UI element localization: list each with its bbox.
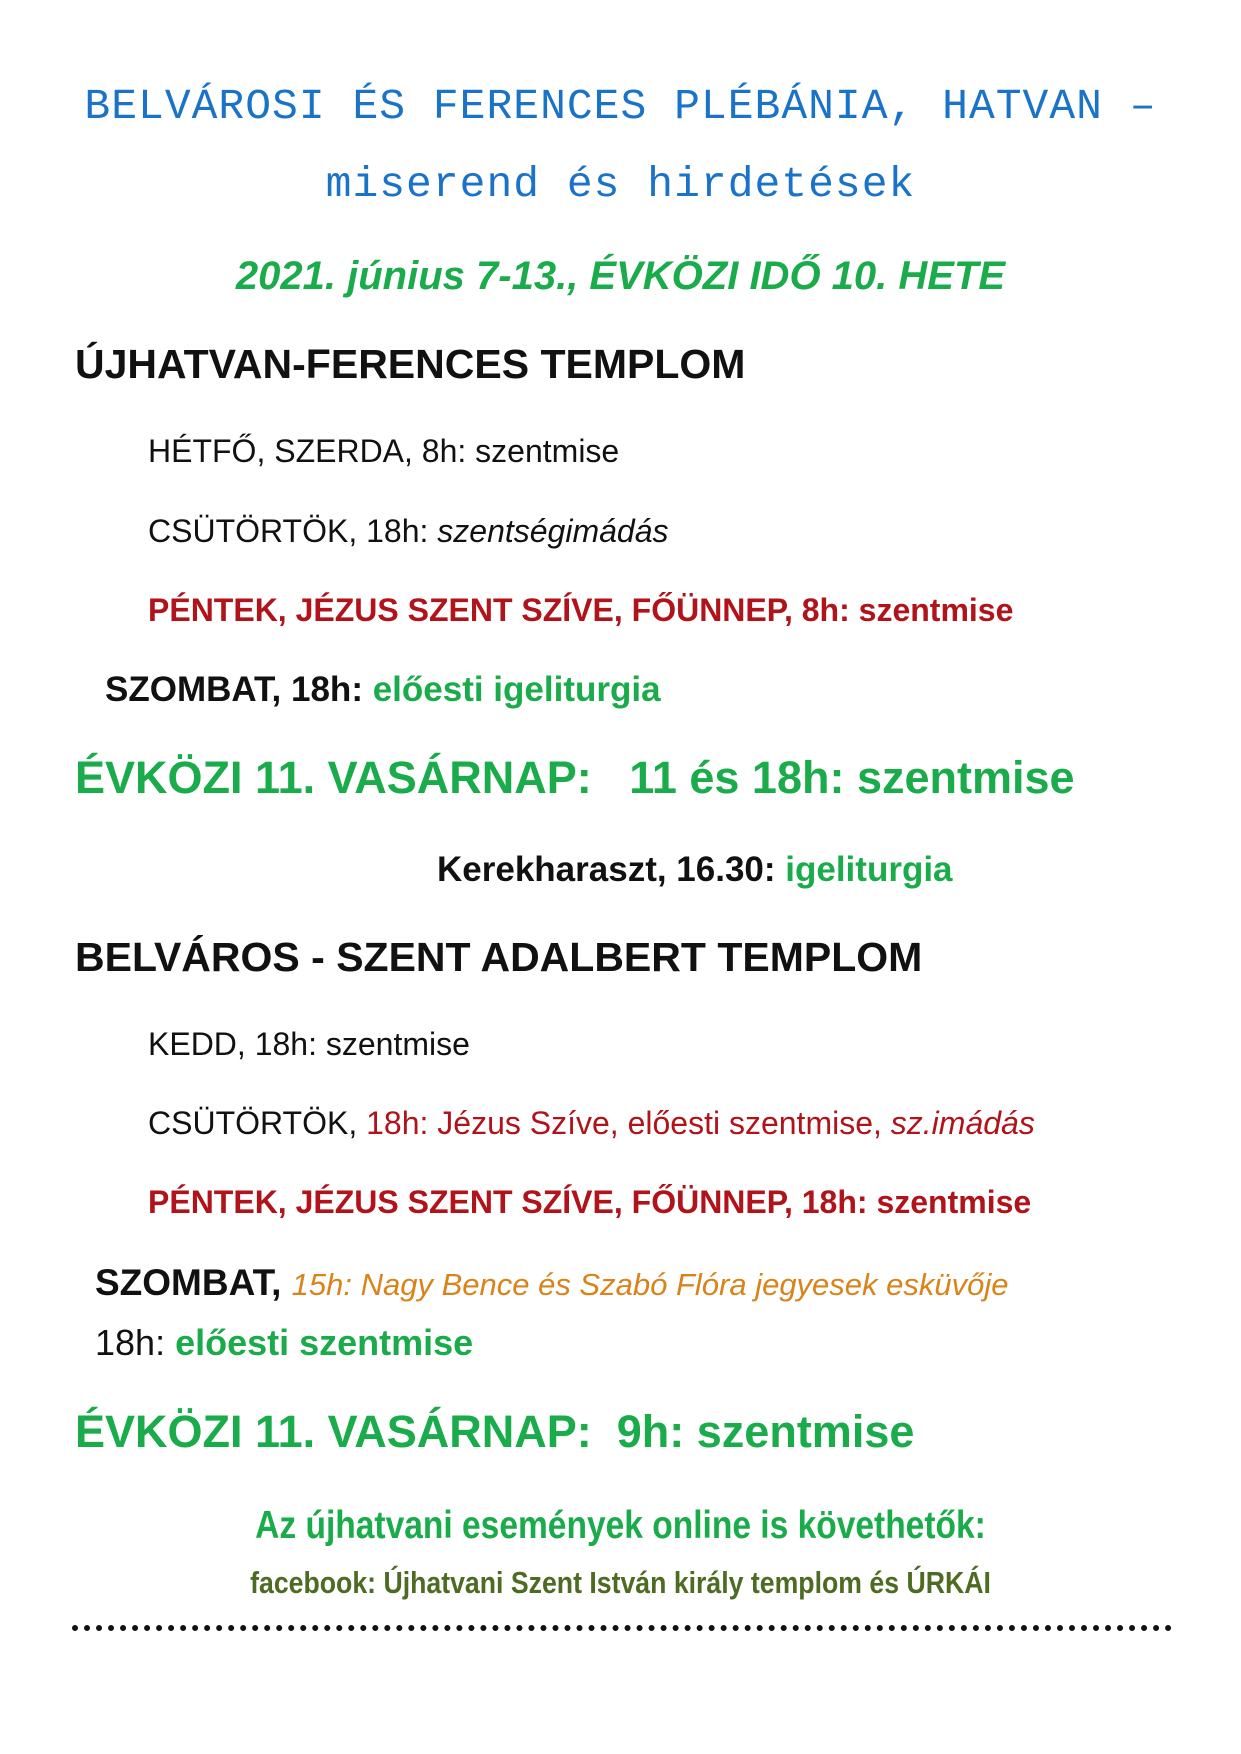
sunday-mass-belvaros: ÉVKÖZI 11. VASÁRNAP: 9h: szentmise	[75, 1406, 915, 1457]
schedule-item-kerekharaszt	[437, 850, 953, 890]
schedule-day: SZOMBAT,	[95, 1262, 292, 1303]
schedule-event: előesti szentmise	[175, 1322, 474, 1363]
page-subtitle: miserend és hirdetések	[325, 160, 916, 209]
schedule-item-saturday-wedding	[95, 1262, 1009, 1304]
schedule-time: 18h:	[95, 1322, 176, 1363]
schedule-item-saturday	[105, 670, 661, 710]
schedule-day: SZOMBAT, 18h:	[105, 670, 373, 709]
schedule-event-adoration: sz.imádás	[890, 1105, 1035, 1141]
schedule-item-friday-feast: PÉNTEK, JÉZUS SZENT SZÍVE, FŐÜNNEP, 8h: szentmise	[148, 592, 1014, 628]
dotted-divider	[72, 1625, 1172, 1631]
sunday-mass-ujhatvan: ÉVKÖZI 11. VASÁRNAP: 11 és 18h: szentmise	[75, 752, 1075, 803]
online-notice: Az újhatvani események online is követhetők:	[255, 1504, 986, 1547]
schedule-item-thursday	[148, 1105, 1035, 1142]
week-heading: 2021. június 7-13., ÉVKÖZI IDŐ 10. HETE	[235, 254, 1006, 298]
schedule-day: CSÜTÖRTÖK,	[148, 1105, 367, 1141]
schedule-item-tuesday: KEDD, 18h: szentmise	[148, 1026, 470, 1062]
schedule-event: szentségimádás	[437, 513, 669, 549]
schedule-event: igeliturgia	[785, 850, 953, 889]
schedule-item-friday-feast: PÉNTEK, JÉZUS SZENT SZÍVE, FŐÜNNEP, 18h: szentmise	[148, 1184, 1032, 1220]
schedule-item-thursday	[148, 513, 669, 550]
schedule-day: CSÜTÖRTÖK, 18h:	[148, 513, 438, 549]
schedule-item-saturday-evening	[95, 1322, 473, 1364]
church-heading-ujhatvan: ÚJHATVAN-FERENCES TEMPLOM	[75, 341, 746, 387]
schedule-event: 18h: Jézus Szíve, előesti szentmise,	[366, 1105, 891, 1141]
facebook-link-text: facebook: Újhatvani Szent István király templom és ÚRKÁI	[250, 1565, 991, 1600]
schedule-item-mon-wed: HÉTFŐ, SZERDA, 8h: szentmise	[148, 433, 620, 469]
church-heading-belvaros: BELVÁROS - SZENT ADALBERT TEMPLOM	[75, 934, 923, 980]
wedding-announcement: 15h: Nagy Bence és Szabó Flóra jegyesek esküvője	[291, 1267, 1009, 1302]
schedule-event: előesti igeliturgia	[372, 670, 661, 709]
schedule-place: Kerekharaszt, 16.30:	[437, 850, 786, 889]
page-title: BELVÁROSI ÉS FERENCES PLÉBÁNIA, HATVAN –	[84, 82, 1157, 131]
